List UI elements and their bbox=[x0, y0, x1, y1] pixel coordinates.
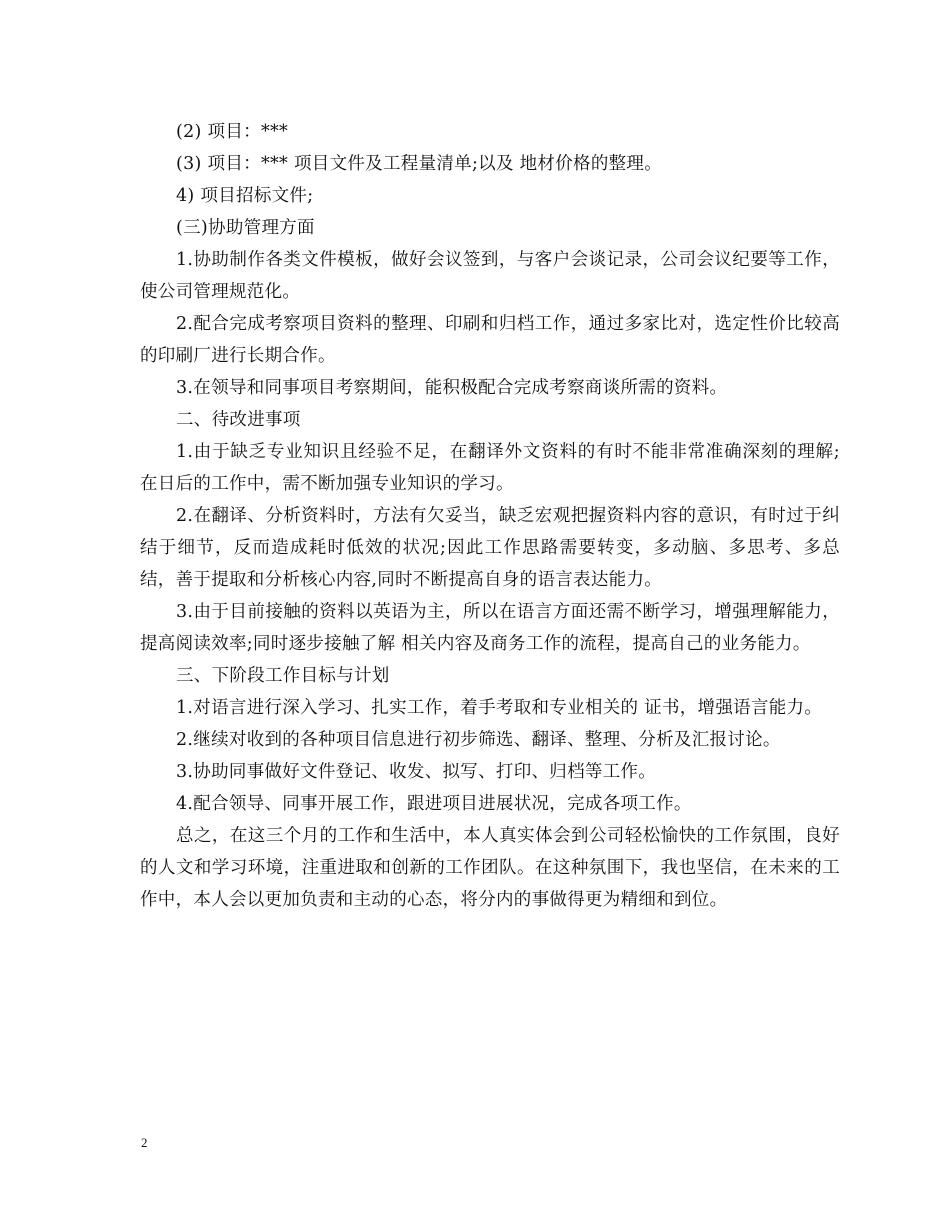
paragraph-item-4: 4) 项目招标文件; bbox=[176, 186, 314, 206]
paragraph-management-3: 3.在领导和同事项目考察期间，能积极配合完成考察商谈所需的资料。 bbox=[176, 378, 728, 398]
paragraph-plan-4: 4.配合领导、同事开展工作，跟进项目进展状况，完成各项工作。 bbox=[176, 794, 692, 814]
paragraph-plan-2: 2.继续对收到的各种项目信息进行初步筛选、翻译、整理、分析及汇报讨论。 bbox=[176, 730, 781, 750]
paragraph-management-2: 2.配合完成考察项目资料的整理、印刷和归档工作，通过多家比对，选定性价比较高的印刷厂进行长期合作。 bbox=[140, 314, 840, 366]
paragraph-improvement-1: 1.由于缺乏专业知识且经验不足，在翻译外文资料的有时不能非常准确深刻的理解;在日后的工作中，需不断加强专业知识的学习。 bbox=[140, 442, 840, 494]
paragraph-improvement-3: 3.由于目前接触的资料以英语为主，所以在语言方面还需不断学习，增强理解能力，提高阅读效率;同时逐步接触了解 相关内容及商务工作的流程，提高自己的业务能力。 bbox=[140, 602, 840, 654]
paragraph-management-1: 1.协助制作各类文件模板，做好会议签到，与客户会谈记录，公司会议纪要等工作，使公司管理规范化。 bbox=[140, 250, 840, 302]
section-heading-improvements: 二、待改进事项 bbox=[176, 410, 301, 430]
paragraph-conclusion: 总之，在这三个月的工作和生活中，本人真实体会到公司轻松愉快的工作氛围，良好的人文和学习环境，注重进取和创新的工作团队。在这种氛围下，我也坚信，在未来的工作中，本人会以更加负责和主动的心态，将分内的事做得更为精细和到位。 bbox=[140, 826, 840, 910]
paragraph-plan-3: 3.协助同事做好文件登记、收发、拟写、打印、归档等工作。 bbox=[176, 762, 657, 782]
paragraph-plan-1: 1.对语言进行深入学习、扎实工作，着手考取和专业相关的 证书，增强语言能力。 bbox=[176, 698, 823, 718]
section-heading-plan: 三、下阶段工作目标与计划 bbox=[176, 666, 390, 686]
page-number: 2 bbox=[141, 1135, 148, 1150]
document-body bbox=[140, 116, 840, 916]
paragraph-item-2: (2) 项目：*** bbox=[176, 122, 289, 142]
paragraph-improvement-2: 2.在翻译、分析资料时，方法有欠妥当，缺乏宏观把握资料内容的意识，有时过于纠结于细节，反而造成耗时低效的状况;因此工作思路需要转变，多动脑、多思考、多总结，善于提取和分析核心内容,同时不断提高自身的语言表达能力。 bbox=[140, 506, 840, 590]
paragraph-item-3: (3) 项目：*** 项目文件及工程量清单;以及 地材价格的整理。 bbox=[176, 154, 663, 174]
section-heading-management: (三)协助管理方面 bbox=[176, 218, 315, 238]
